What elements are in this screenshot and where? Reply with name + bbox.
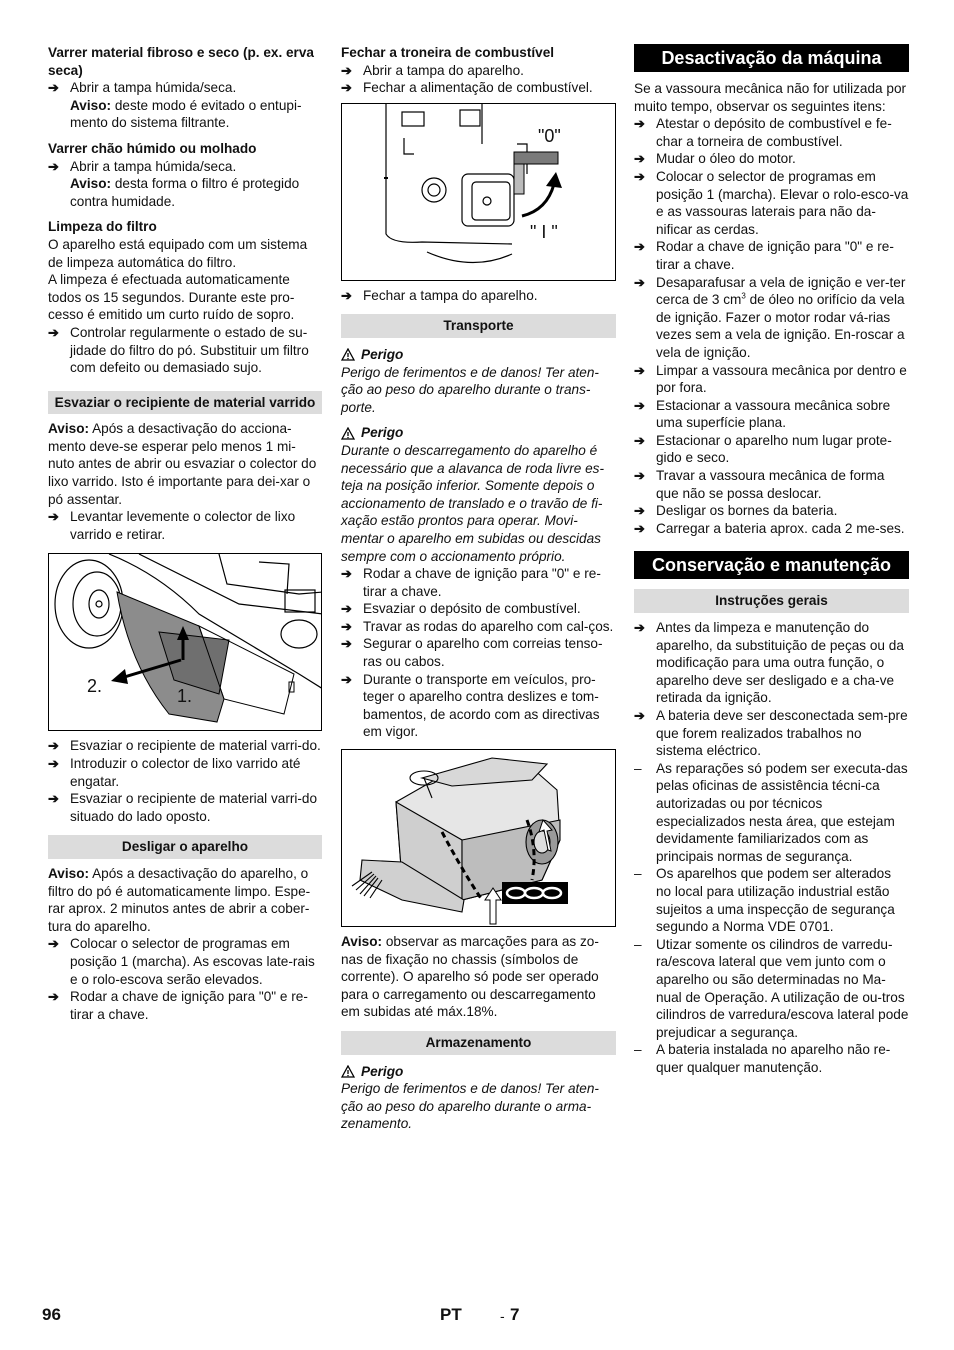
- banner-transport: Transporte: [341, 314, 616, 338]
- page-number: 96: [42, 1305, 61, 1324]
- note-label: Aviso:: [48, 421, 90, 437]
- decom-step-spark-plug: [634, 274, 909, 362]
- note-fixing-points: [341, 933, 616, 1021]
- figure-step-2-label: 2.: [87, 676, 103, 697]
- footer-separator: -: [500, 1308, 505, 1324]
- figure-fuel-tap: [341, 103, 616, 281]
- note-text: observar as marcações para as zo-nas de fixação no chassis (símbolos de corrente). O aparelho só pode ser operado para o carregamento ou descarregamento em subidas até máx.18%.: [341, 934, 599, 1020]
- figure-step-1-label: 1.: [177, 686, 193, 707]
- decom-step-9: ➔ Travar a vassoura mecânica de forma que não se possa deslocar.: [634, 467, 909, 502]
- decom-step-10: ➔ Desligar os bornes da bateria.: [634, 502, 909, 520]
- step-open-lid-wet: ➔ Abrir a tampa húmida/seca.: [48, 158, 322, 176]
- maint-step-1: ➔ Antes da limpeza e manutenção do aparelho, da substituição de peças ou da modificação para uma outra função, o aparelho deve ser desligado e a cha-ve retirada da ignição.: [634, 619, 909, 707]
- danger-label: Perigo: [361, 1063, 404, 1079]
- step-empty-container: ➔ Esvaziar o recipiente de material varri-do.: [48, 737, 322, 755]
- maint-dash-4: – A bateria instalada no aparelho não re-quer qualquer manutenção.: [634, 1041, 909, 1076]
- column-3: [634, 44, 909, 1076]
- fuel-tap-illustration: [342, 104, 616, 280]
- paragraph-filter-2: A limpeza é efectuada automaticamente todos os 15 segundos. Durante este pro-cesso é emitido um curto ruído de sopro.: [48, 272, 295, 323]
- language-code: PT: [440, 1305, 462, 1324]
- danger-text-2: Durante o descarregamento do aparelho é necessário que a alavanca de roda livre es-teja na posição inferior. Somente depois o accionamento de translado e o travão de fi-xação estão prontos para operar. Movi-mentar o aparelho em subidas ou descidas sempre com o accionamento próprio.: [341, 442, 604, 564]
- note-label: Aviso:: [341, 934, 383, 950]
- heading-fuel-tap: Fechar a troneira de combustível: [341, 45, 555, 60]
- decom-step-6: ➔ Limpar a vassoura mecânica por dentro e por fora.: [634, 362, 909, 397]
- spark-text-post: de óleo no orifício da vela de ignição. Fazer o motor rodar vá-rias vezes sem a vela de ignição. En-roscar a vela de ignição.: [656, 292, 905, 360]
- note-text: Após a desactivação do aparelho, o filtro do pó é automaticamente limpo. Espe-rar aprox. 2 minutos antes de abrir a cober-tura do aparelho.: [48, 866, 311, 934]
- decom-step-1: ➔ Atestar o depósito de combustível e fe-char a torneira de combustível.: [634, 115, 909, 150]
- note-label: Aviso:: [48, 866, 90, 881]
- heading-fibrous-material: Varrer material fibroso e seco (p. ex. erva seca): [48, 45, 314, 78]
- danger-label: Perigo: [361, 346, 404, 362]
- note-fibrous: [48, 97, 322, 132]
- decom-step-2: ➔ Mudar o óleo do motor.: [634, 150, 909, 168]
- position-label-zero: "0": [538, 125, 561, 146]
- spark-text-pre: Desaparafusar a vela de ignição e ver-ter cerca de 3 cm: [656, 274, 906, 308]
- danger-heading-3: [341, 1063, 616, 1081]
- danger-text-1: Perigo de ferimentos e de danos! Ter aten-ção ao peso do aparelho durante o trans-porte.: [341, 364, 599, 415]
- note-label: Aviso:: [70, 97, 112, 113]
- heading-wet-floor: Varrer chão húmido ou molhado: [48, 140, 257, 156]
- transport-step-4: ➔ Segurar o aparelho com correias tenso-ras ou cabos.: [341, 635, 616, 670]
- danger-heading-1: [341, 346, 616, 364]
- heading-maintenance: Conservação e manutenção: [634, 551, 909, 579]
- sub-page-number: 7: [510, 1305, 520, 1324]
- banner-storage: Armazenamento: [341, 1031, 616, 1055]
- warning-triangle-icon: [341, 1065, 355, 1078]
- warning-triangle-icon: [341, 348, 355, 361]
- column-2: [341, 44, 616, 1133]
- decom-step-11: ➔ Carregar a bateria aprox. cada 2 me-ses.: [634, 520, 909, 538]
- step-insert-collector: ➔ Introduzir o colector de lixo varrido até engatar.: [48, 755, 322, 790]
- decom-step-4: ➔ Rodar a chave de ignição para "0" e re-tirar a chave.: [634, 238, 909, 273]
- note-label: Aviso:: [70, 176, 112, 192]
- sweeper-machine-illustration: [342, 750, 616, 926]
- note-empty-container: [48, 420, 322, 508]
- maint-dash-1: – As reparações só podem ser executa-das pelas oficinas de assistência técni-ca autorizadas ou por técnicos especializados nesta área, que estejam devidamente familiarizados com as principais normas de segurança.: [634, 760, 909, 866]
- note-text: Após a desactivação do acciona-mento deve-se esperar pelo menos 1 mi-nuto antes de abrir ou esvaziar o colector do lixo varrido. Isto é importante para dei-xar o pó assentar.: [48, 421, 317, 507]
- paragraph-filter-1: O aparelho está equipado com um sistema de limpeza automática do filtro.: [48, 236, 308, 270]
- danger-heading-2: [341, 424, 616, 442]
- banner-switch-off: Desligar o aparelho: [48, 835, 322, 859]
- maint-step-2: ➔ A bateria deve ser desconectada sem-pre que forem realizados trabalhos no sistema eléctrico.: [634, 707, 909, 760]
- heading-filter-cleaning: Limpeza do filtro: [48, 219, 157, 235]
- position-label-one: " I ": [530, 221, 558, 242]
- step-empty-opposite: ➔ Esvaziar o recipiente de material varri-do situado do lado oposto.: [48, 790, 322, 825]
- note-switch-off: [48, 865, 322, 935]
- step-open-cover: ➔ Abrir a tampa do aparelho.: [341, 62, 616, 80]
- heading-decommissioning: Desactivação da máquina: [634, 44, 909, 72]
- banner-empty-container: Esvaziar o recipiente de material varrido: [48, 391, 322, 415]
- step-close-cover: ➔ Fechar a tampa do aparelho.: [341, 287, 616, 305]
- danger-text-3: Perigo de ferimentos e de danos! Ter aten-ção ao peso do aparelho durante o arma-zenamento.: [341, 1081, 599, 1132]
- step-open-lid-dry: ➔ Abrir a tampa húmida/seca.: [48, 79, 322, 97]
- figure-transport-machine: [341, 749, 616, 927]
- transport-step-2: ➔ Esvaziar o depósito de combustível.: [341, 600, 616, 618]
- step-program-selector: ➔ Colocar o selector de programas em posição 1 (marcha). As escovas late-rais e o rolo-escova serão elevados.: [48, 935, 322, 988]
- decom-step-8: ➔ Estacionar o aparelho num lugar prote-gido e seco.: [634, 432, 909, 467]
- step-lift-collector: ➔ Levantar levemente o colector de lixo varrido e retirar.: [48, 508, 322, 543]
- maint-dash-2: – Os aparelhos que podem ser alterados no local para utilização industrial estão sujeitos a uma inspecção de segurança segundo a Norma VDE 0701.: [634, 865, 909, 935]
- transport-step-5: ➔ Durante o transporte em veículos, pro-teger o aparelho contra deslizes e tom-bamentos, de acordo com as directivas em vigor.: [341, 671, 616, 741]
- banner-general-instructions: Instruções gerais: [634, 589, 909, 613]
- intro-decommissioning: Se a vassoura mecânica não for utilizada por muito tempo, observar os seguintes itens:: [634, 81, 907, 114]
- figure-waste-container: [48, 553, 322, 731]
- step-close-fuel: ➔ Fechar a alimentação de combustível.: [341, 79, 616, 97]
- step-ignition-key: ➔ Rodar a chave de ignição para "0" e re-tirar a chave.: [48, 988, 322, 1023]
- step-check-filter: ➔ Controlar regularmente o estado de su-jidade do filtro do pó. Substituir um filtro com defeito ou demasiado sujo.: [48, 324, 322, 377]
- note-text: deste modo é evitado o entupi-mento do sistema filtrante.: [70, 97, 302, 131]
- transport-step-1: ➔ Rodar a chave de ignição para "0" e re-tirar a chave.: [341, 565, 616, 600]
- decom-step-7: ➔ Estacionar a vassoura mecânica sobre uma superfície plana.: [634, 397, 909, 432]
- column-1: [48, 44, 322, 1023]
- warning-triangle-icon: [341, 427, 355, 440]
- spark-text-sup: 3: [741, 291, 746, 301]
- decom-step-3: ➔ Colocar o selector de programas em posição 1 (marcha). Elevar o rolo-esco-va e as vassouras laterais para não da-nificar as cerdas.: [634, 168, 909, 238]
- note-wet: [48, 175, 322, 210]
- transport-step-3: ➔ Travar as rodas do aparelho com cal-ços.: [341, 618, 616, 636]
- maint-dash-3: – Utizar somente os cilindros de varredu-ra/escova lateral que vem junto com o aparelho ou são determinadas no Ma-nual de Operação. A utilização de ou-tros cilindros de varredura/escova lateral pode prejudicar a segurança.: [634, 936, 909, 1042]
- danger-label: Perigo: [361, 425, 404, 441]
- note-text: desta forma o filtro é protegido contra humidade.: [70, 176, 300, 209]
